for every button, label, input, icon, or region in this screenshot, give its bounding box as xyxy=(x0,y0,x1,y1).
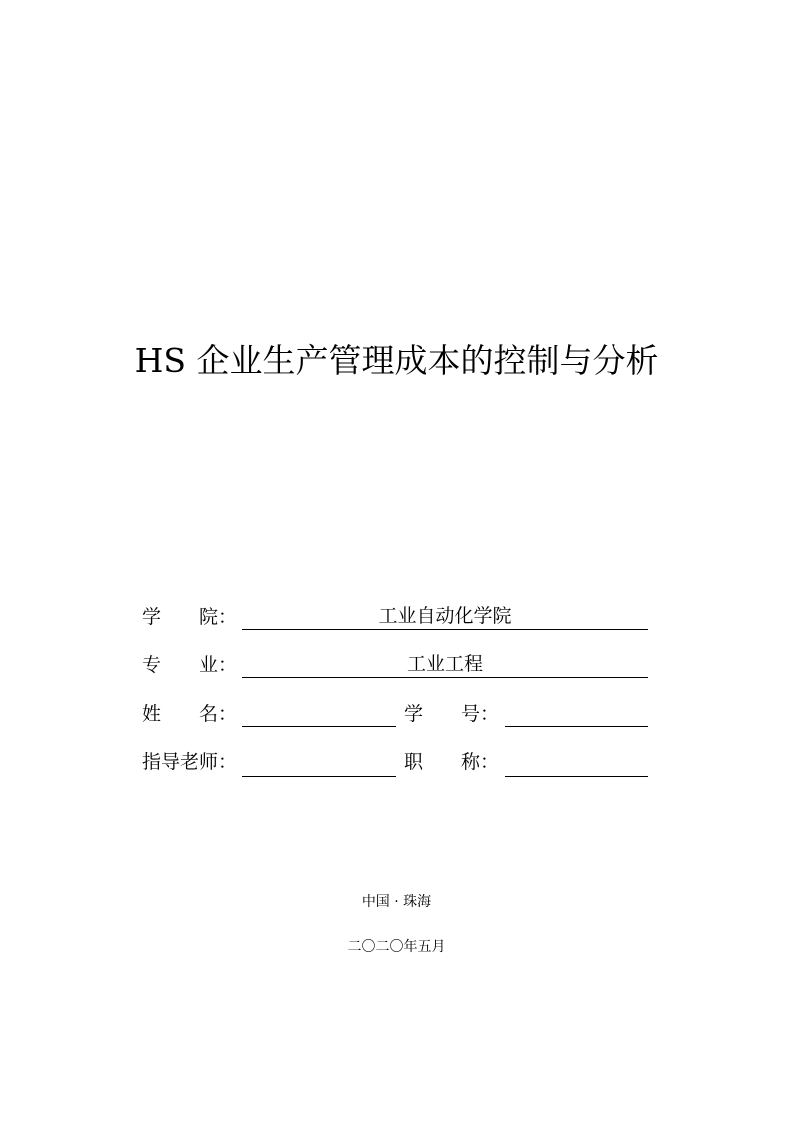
name-label: 姓 名： xyxy=(142,703,238,725)
student-id-label: 学 号： xyxy=(404,703,500,725)
college-value: 工业自动化学院 xyxy=(242,603,648,630)
advisor-value xyxy=(242,750,396,777)
major-value: 工业工程 xyxy=(242,651,648,678)
student-id-value xyxy=(505,700,648,727)
title-label: 职 称： xyxy=(404,751,500,773)
location-text: 中国 · 珠海 xyxy=(361,894,432,910)
date-text: 二〇二〇年五月 xyxy=(347,939,446,955)
name-value xyxy=(242,700,396,727)
college-label: 学 院： xyxy=(142,606,238,628)
advisor-label: 指导老师： xyxy=(142,751,238,773)
document-title: HS 企业生产管理成本的控制与分析 xyxy=(134,341,659,380)
title-value xyxy=(505,750,648,777)
major-label: 专 业： xyxy=(142,654,238,676)
